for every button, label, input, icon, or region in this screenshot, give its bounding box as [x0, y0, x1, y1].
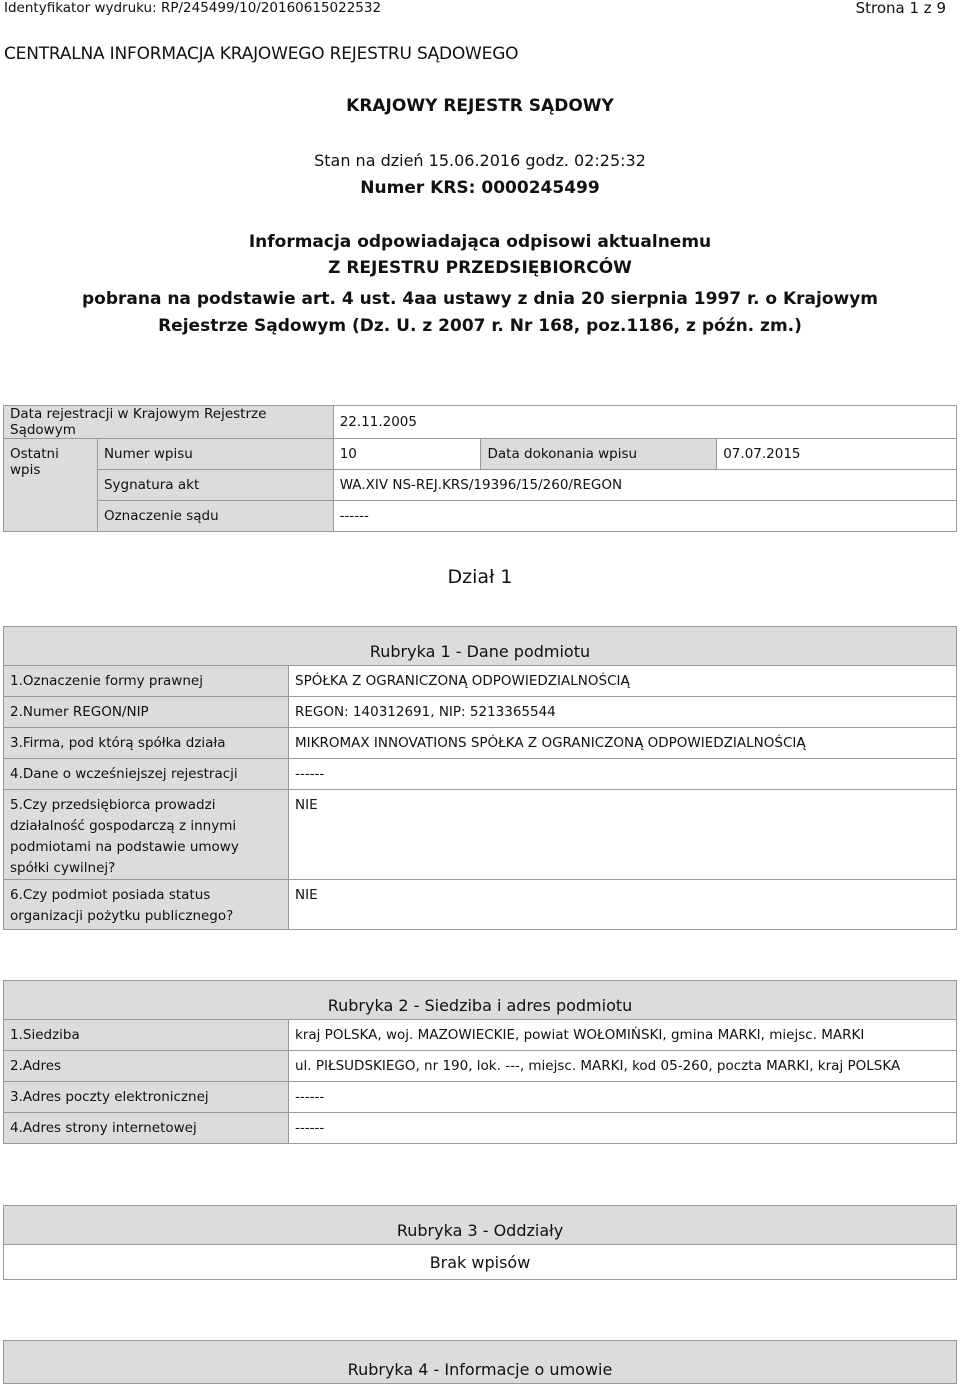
- field-value: MIKROMAX INNOVATIONS SPÓŁKA Z OGRANICZONĄ ODPOWIEDZIALNOŚCIĄ: [289, 728, 957, 759]
- entry-date-label: Data dokonania wpisu: [481, 439, 717, 470]
- field-value: NIE: [289, 790, 957, 880]
- rubryka-2-title: Rubryka 2 - Siedziba i adres podmiotu: [4, 981, 957, 1020]
- signature-value: WA.XIV NS-REJ.KRS/19396/15/260/REGON: [333, 470, 956, 501]
- table-row: [4, 1113, 957, 1144]
- rubryka-4-table: [3, 1340, 957, 1384]
- info-line-1: Informacja odpowiadająca odpisowi aktualnemu: [248, 232, 712, 252]
- rubryka-1-table: [3, 626, 957, 930]
- page-number: Strona 1 z 9: [855, 0, 946, 17]
- rubryka-3-title: Rubryka 3 - Oddziały: [4, 1206, 957, 1245]
- court-value: ------: [333, 501, 956, 532]
- table-row: [4, 790, 957, 880]
- field-value: ------: [289, 1113, 957, 1144]
- field-label: 2.Adres: [4, 1051, 289, 1082]
- registration-table: [3, 405, 957, 532]
- field-label: 1.Oznaczenie formy prawnej: [4, 666, 289, 697]
- field-value: SPÓŁKA Z OGRANICZONĄ ODPOWIEDZIALNOŚCIĄ: [289, 666, 957, 697]
- krs-number: Numer KRS: 0000245499: [360, 178, 600, 198]
- table-row: [4, 880, 957, 930]
- document-title: KRAJOWY REJESTR SĄDOWY: [346, 96, 614, 116]
- field-label: 5.Czy przedsiębiorca prowadzi działalność gospodarczą z innymi podmiotami na podstawie umowy spółki cywilnej?: [4, 790, 289, 880]
- field-label: 4.Adres strony internetowej: [4, 1113, 289, 1144]
- field-label: 3.Firma, pod którą spółka działa: [4, 728, 289, 759]
- rubryka-4-title: Rubryka 4 - Informacje o umowie: [4, 1341, 957, 1384]
- entry-number-label: Numer wpisu: [97, 439, 333, 470]
- signature-label: Sygnatura akt: [97, 470, 333, 501]
- info-line-2: Z REJESTRU PRZEDSIĘBIORCÓW: [328, 258, 632, 278]
- agency-name: CENTRALNA INFORMACJA KRAJOWEGO REJESTRU SĄDOWEGO: [4, 44, 519, 64]
- status-date: Stan na dzień 15.06.2016 godz. 02:25:32: [314, 151, 646, 170]
- table-row: [4, 759, 957, 790]
- entry-number-value: 10: [333, 439, 481, 470]
- field-value: ------: [289, 759, 957, 790]
- field-label: 2.Numer REGON/NIP: [4, 697, 289, 728]
- field-label: 1.Siedziba: [4, 1020, 289, 1051]
- table-row: [4, 1051, 957, 1082]
- field-value: ------: [289, 1082, 957, 1113]
- info-line-3: pobrana na podstawie art. 4 ust. 4aa ustawy z dnia 20 sierpnia 1997 r. o Krajowym Rejestrze Sądowym (Dz. U. z 2007 r. Nr 168, poz.1186, z późn. zm.): [81, 289, 879, 336]
- rubryka-1-title: Rubryka 1 - Dane podmiotu: [4, 627, 957, 666]
- field-label: 3.Adres poczty elektronicznej: [4, 1082, 289, 1113]
- rubryka-2-table: [3, 980, 957, 1144]
- section-title: Dział 1: [447, 566, 513, 588]
- table-row: [4, 1020, 957, 1051]
- registration-date-label: Data rejestracji w Krajowym Rejestrze Sądowym: [4, 406, 334, 439]
- print-identifier: Identyfikator wydruku: RP/245499/10/20160615022532: [4, 0, 382, 16]
- table-row: [4, 666, 957, 697]
- field-label: 4.Dane o wcześniejszej rejestracji: [4, 759, 289, 790]
- table-row: [4, 728, 957, 759]
- table-row: [4, 697, 957, 728]
- entry-date-value: 07.07.2015: [717, 439, 957, 470]
- field-value: kraj POLSKA, woj. MAZOWIECKIE, powiat WOŁOMIŃSKI, gmina MARKI, miejsc. MARKI: [289, 1020, 957, 1051]
- rubryka-3-table: [3, 1205, 957, 1280]
- field-value: ul. PIŁSUDSKIEGO, nr 190, lok. ---, miejsc. MARKI, kod 05-260, poczta MARKI, kraj POLSKA: [289, 1051, 957, 1082]
- empty-entries: Brak wpisów: [4, 1245, 957, 1280]
- registration-date-value: 22.11.2005: [333, 406, 956, 439]
- field-value: NIE: [289, 880, 957, 930]
- field-value: REGON: 140312691, NIP: 5213365544: [289, 697, 957, 728]
- table-row: [4, 1082, 957, 1113]
- last-entry-label: Ostatni wpis: [4, 439, 98, 532]
- court-label: Oznaczenie sądu: [97, 501, 333, 532]
- field-label: 6.Czy podmiot posiada status organizacji pożytku publicznego?: [4, 880, 289, 930]
